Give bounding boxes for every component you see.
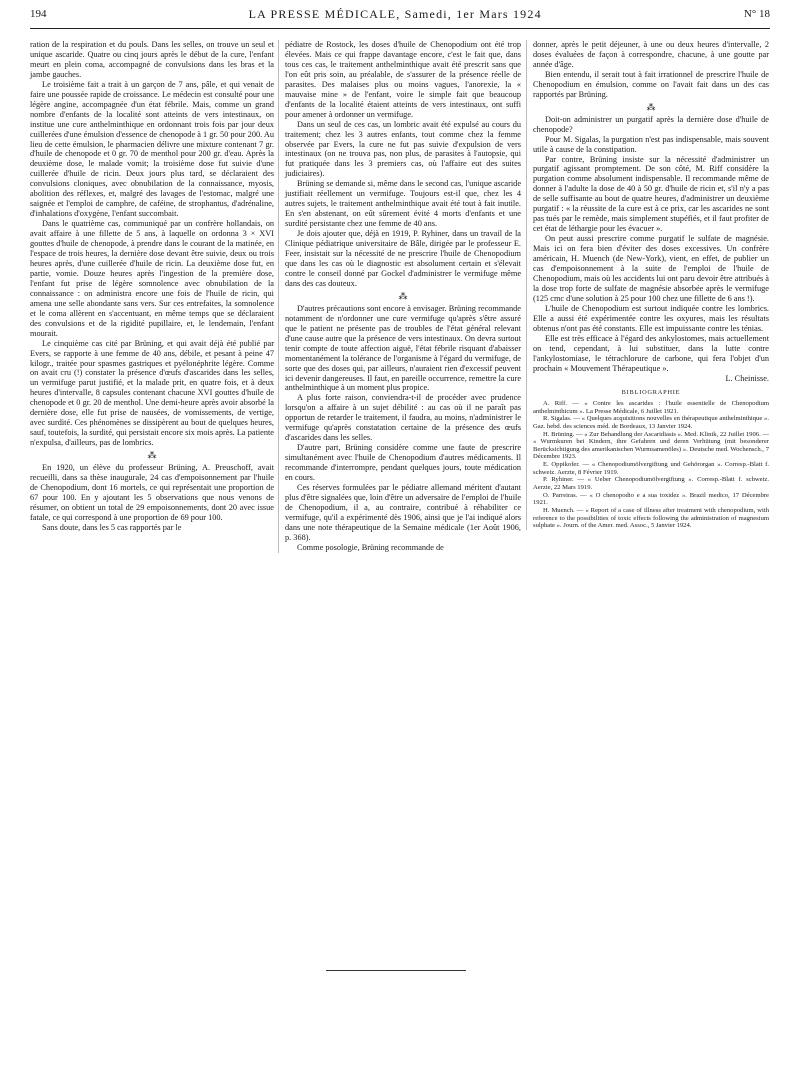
paragraph: Comme posologie, Brüning recommande de (297, 542, 444, 552)
section-separator: ⁂ (398, 290, 408, 301)
paragraph: A plus forte raison, conviendra-t-il de procéder avec prudence lorsqu'on a affaire à un sujet débilité : au cas où il ne paraît pas opportun de retarder le traitement, il faudra, au moins, n'administrer le vermifuge qu'après constatation certaine de la présence des œufs d'ascarides dans les selles. (285, 393, 521, 443)
paragraph: pédiatre de Rostock, les doses d'huile de Chenopodium ont été trop élevées. Mais ce qui frappe davantage encore, c'est le fait que, dans tous ces cas, le traitement anthelminthique avait été prescrit sans que l'on eût pris soin, au préalable, de s'assurer de la présence réelle de parasites. Des malaises plus ou moins vagues, l'anorexie, la « mauvaise mine » de l'enfant, voire le simple fait que beaucoup d'enfants de la localité étaient atteints de vers intestinaux, ont suffi pour amener à ordonner un vermifuge. (285, 40, 521, 119)
bibliography-entry: P. Ryhiner. — « Ueber Chenopodiumölvergiftung ». Corresp.-Blatt f. schweiz. Aerzte, 22 Mars 1919. (533, 476, 769, 492)
section-separator: ⁂ (147, 450, 157, 461)
bibliography-entry: E. Oppikofer. — « Chenopodiumölvergiftung und Gehörorgan ». Corresp.-Blatt f. schweiz. Aerzte, 8 Février 1919. (533, 461, 769, 476)
bibliography (533, 400, 769, 530)
paragraph: Doit-on administrer un purgatif après la dernière dose d'huile de chenopode? (533, 114, 769, 134)
author-signature: L. Cheinisse. (725, 373, 769, 383)
bibliography-entry: H. Muench. — « Report of a case of illness after treatment with chenopodium, with reference to the possibilities of toxic effects following the administration of magnesium sulphate ». Journ. of the Amer. med. Assoc., 5 Janvier 1924. (533, 506, 769, 530)
paragraph: Dans un seul de ces cas, un lombric avait été expulsé au cours du traitement; chez les 3 autres enfants, tout comme chez la femme observée par Evers, la cure ne fut pas suivie d'expulsion de vers intestinaux (on ne trouva pas, non plus, de parasites à l'autopsie, qui fut pratiquée dans les 3 premiers cas, où l'affaire eut des suites judiciaires). (285, 119, 521, 179)
paragraph: Pour M. Sigalas, la purgation n'est pas indispensable, mais souvent utile à cause de la constipation. (533, 134, 769, 154)
bibliography-title: BIBLIOGRAPHIE (621, 389, 681, 397)
bibliography-entry: R. Sigalas. — « Quelques acquisitions nouvelles en thérapeutique anthelminthique ». Gaz. hebd. des sciences méd. de Bordeaux, 13 Janvier 1924. (533, 415, 769, 430)
paragraph: L'huile de Chenopodium est surtout indiquée contre les lombrics. Elle a aussi été expérimentée contre les oxyures, mais les résultats obtenus n'ont pas été constants. Elle est impuissante contre les ténias. (533, 303, 769, 333)
paragraph: Brüning se demande si, même dans le second cas, l'unique ascaride justifiait réellement un vermifuge. Toujours est-il que, chez les 4 autres sujets, le traitement anthelminthique avait été tout à fait inutile. En s'en abstenant, on eût sûrement évité 4 morts d'enfants et une surdité persistante chez une femme de 40 ans. (285, 179, 521, 229)
column-left (30, 40, 274, 533)
paragraph: Dans le quatrième cas, communiqué par un confrère hollandais, on avait affaire à une fillette de 5 ans, à laquelle on ordonna 3 × XVI gouttes d'huile de chenopode, à prendre dans le courant de la matinée, en l'espace de trois heures, la dernière dose devant être suivie, deux ou trois heures après, d'une cuillerée d'huile de ricin. La deuxième dose fut, en partie, vomie. Douze heures après l'ingestion de la première dose, l'enfant fut prise de légère somnolence avec obnubilation de la connaissance : on administra encore une fois de l'huile de ricin, qui amena une selle abondante sans vers. Sur ces entrefaites, la somnolence et le coma allèrent en s'accentuant, en même temps que se déclaraient des convulsions et de la rigidité pupillaire, et, le lendemain, l'enfant mourait. (30, 219, 274, 338)
bibliography-entry: H. Brüning. — « Zur Behandlung der Ascaridiasis ». Med. Klinik, 22 Juillet 1906. — « Wurmkuren bei Kindern, ihre Gefahren und deren Verhütung (mit besonderer Berücksichtigung des amerikanischen Wurmsamenöles) ». Deutsche med. Wochensch., 7 Décembre 1923. (533, 430, 769, 461)
paragraph: Je dois ajouter que, déjà en 1919, P. Ryhiner, dans un travail de la Clinique pédiatrique universitaire de Bâle, dirigée par le professeur E. Feer, insistait sur la nécessité de ne prescrire l'huile de Chenopodium que dans les cas où le diagnostic est absolument certain et s'élevait contre le conseil donné par Gockel d'administrer le vermifuge même dans des cas douteux. (285, 229, 521, 288)
paragraph: On peut aussi prescrire comme purgatif le sulfate de magnésie. Mais ici on fera bien d'éviter des doses excessives. Un confrère américain, H. Muench (de New-York), vient, en effet, de publier un cas d'empoisonnement à la suite de l'emploi de l'huile de Chenopodium, mais où les accidents lui ont paru devoir être attribués à la dose trop forte de sulfate de magnésie absorbée après le vermifuge (125 cmc d'une solution à 25 pour 100 chez une fillette de 6 ans !). (533, 234, 769, 303)
paragraph: ration de la respiration et du pouls. Dans les selles, on trouve un seul et unique ascaride. Quatre ou cinq jours après le début de la cure, l'enfant meurt en plein coma, accompagné de convulsions dans les bras et la jambe gauches. (30, 40, 274, 79)
bibliography-entry: A. Riff. — « Contre les ascarides : l'huile essentielle de Chenopodium anthelminthicum ». La Presse Médicale, 6 Juillet 1921. (533, 400, 769, 415)
journal-title: LA PRESSE MÉDICALE, Samedi, 1er Mars 1924 (248, 6, 542, 21)
section-separator: ⁂ (646, 101, 656, 112)
paragraph: Elle est très efficace à l'égard des ankylostomes, mais actuellement on tend, cependant, à lui substituer, dans la lutte contre l'ankylostomiase, le tétrachlorure de carbone, qui fera l'objet d'un prochain « Mouvement Thérapeutique ». (533, 333, 769, 373)
paragraph: donner, après le petit déjeuner, à une ou deux heures d'intervalle, 2 doses évaluées de façon à correspondre, chacune, à une goutte par année d'âge. (533, 40, 769, 69)
paragraph: En 1920, un élève du professeur Brüning, A. Preuschoff, avait recueilli, dans sa thèse inaugurale, 24 cas d'empoisonnement par l'huile de Chenopodium, dont 16 mortels, ce qui représentait une proportion de 67 pour 100. En y ajoutant les 5 observations que nous venons de résumer, on obtient un total de 29 empoisonnements, dont 20 avec issue fatale, ce qui correspond à une proportion de 69 pour 100. (30, 463, 274, 522)
paragraph: Par contre, Brüning insiste sur la nécessité d'administrer un purgatif agissant promptement. De son côté, M. Riff considère la purgation comme absolument indispensable. Il recommande même de donner à l'adulte la dose de 40 à 50 gr. d'huile de ricin et, s'il n'y a pas de selle suffisante au bout de quatre heures, d'administrer un deuxième purgatif : « la réussite de la cure est à ce prix, car les ascarides ne sont pas tués par le remède, mais simplement stupéfiés, et il faut profiter de cet état de léthargie pour les évacuer ». (533, 154, 769, 234)
paragraph: Le cinquième cas cité par Brüning, et qui avait déjà été publié par Evers, se rapporte à une femme de 40 ans, débile, et pesant à peine 47 kilogr., traitée pour spasmes gastriques et pyélonéphrite légère. Comme on avait cru (!) constater la présence d'œufs d'ascarides dans les selles, un vermifuge parut justifié, et la malade prit, en quatre fois, et à deux heures d'intervalle, 8 capsules contenant chacune XVI gouttes d'huile de chenopode et 0 gr. 20 de menthol. Une demi-heure après avoir absorbé la dernière dose, elle fut prise de nausées, de vomissements, de vertige, avec surdité. Ces phénomènes se dissipèrent au bout de quelques heures, sauf, toutefois, la surdité, qui persistait encore six mois après. La patiente n'expulsa, d'ailleurs, pas de lombrics. (30, 338, 274, 448)
paragraph: D'autres précautions sont encore à envisager. Brüning recommande notamment de n'ordonner une cure vermifuge qu'après s'être assuré que le patient ne présente pas de troubles de l'état général relevant d'une cause autre que la présence de vers intestinaux. On devra surtout tenir compte de toute affection aiguë, l'état fébrile risquant d'abaisser momentanément la tolérance de l'organisme à l'égard du vermifuge, de sorte que des doses qui, par ailleurs, n'auraient rien d'excessif peuvent ici devenir dangereuses. Il faut, en pareille occurrence, remettre la cure anthelminthique à un moment plus propice. (285, 303, 521, 393)
footer-rule (326, 970, 466, 971)
paragraph: Bien entendu, il serait tout à fait irrationnel de prescrire l'huile de Chenopodium en émulsion, comme on l'avait fait dans un des cas rapportés par Brüning. (533, 69, 769, 99)
page-header (30, 0, 770, 29)
bibliography-entry: O. Parreiras. — « O chenopodio e a sua toxidez ». Brazil medico, 17 Décembre 1921. (533, 491, 769, 507)
page-number: 194 (30, 8, 47, 20)
paragraph: Ces réserves formulées par le pédiatre allemand méritent d'autant plus d'être signalées que, loin d'être un adversaire de l'emploi de l'huile de Chenopodium, il a, au contraire, contribué à réhabiliter ce vermifuge, qu'il a expérimenté dès 1906, ainsi que je l'ai indiqué alors dans une note thérapeutique de la Semaine médicale (1er Août 1906, p. 368). (285, 482, 521, 542)
column-middle (278, 40, 521, 553)
paragraph: Le troisième fait a trait à un garçon de 7 ans, pâle, et qui venait de faire une poussée rapide de croissance. Le médecin est consulté pour une légère angine, accompagnée d'un état fébrile. Mais, comme un grand nombre d'enfants de la localité sont atteints de vers intestinaux, on institue une cure anthelminthique en ordonnant trois fois par jour deux cuillerées d'une émulsion d'essence de chenopode à 1 gr. 50 pour 200. Au lieu de cette émulsion, le pharmacien délivre une mixture contenant 7 gr. d'huile de chenopode et 0 gr. 70 de menthol pour 200 gr. d'eau. Après la deuxième dose, le malade vomit; la troisième dose fut suivie d'une cuillerée d'huile de ricin. Deux jours plus tard, se déclaraient des convulsions cloniques, avec obnubilation de la connaissance, myosis, abolition des réflexes, et, malgré des lavages de l'estomac, malgré une saignée et l'emploi de camphre, de caféine, de strophantus, d'adrénaline, d'inhalations d'oxygène, l'enfant succombait. (30, 79, 274, 219)
issue-number: N° 18 (743, 8, 770, 20)
column-right (526, 40, 769, 530)
paragraph: D'autre part, Brüning considère comme une faute de prescrire simultanément avec l'huile de Chenopodium d'autres médicaments. Il recommande d'interrompre, pendant quelques jours, toute médication en cours. (285, 443, 521, 483)
paragraph: Sans doute, dans les 5 cas rapportés par le (42, 522, 182, 532)
